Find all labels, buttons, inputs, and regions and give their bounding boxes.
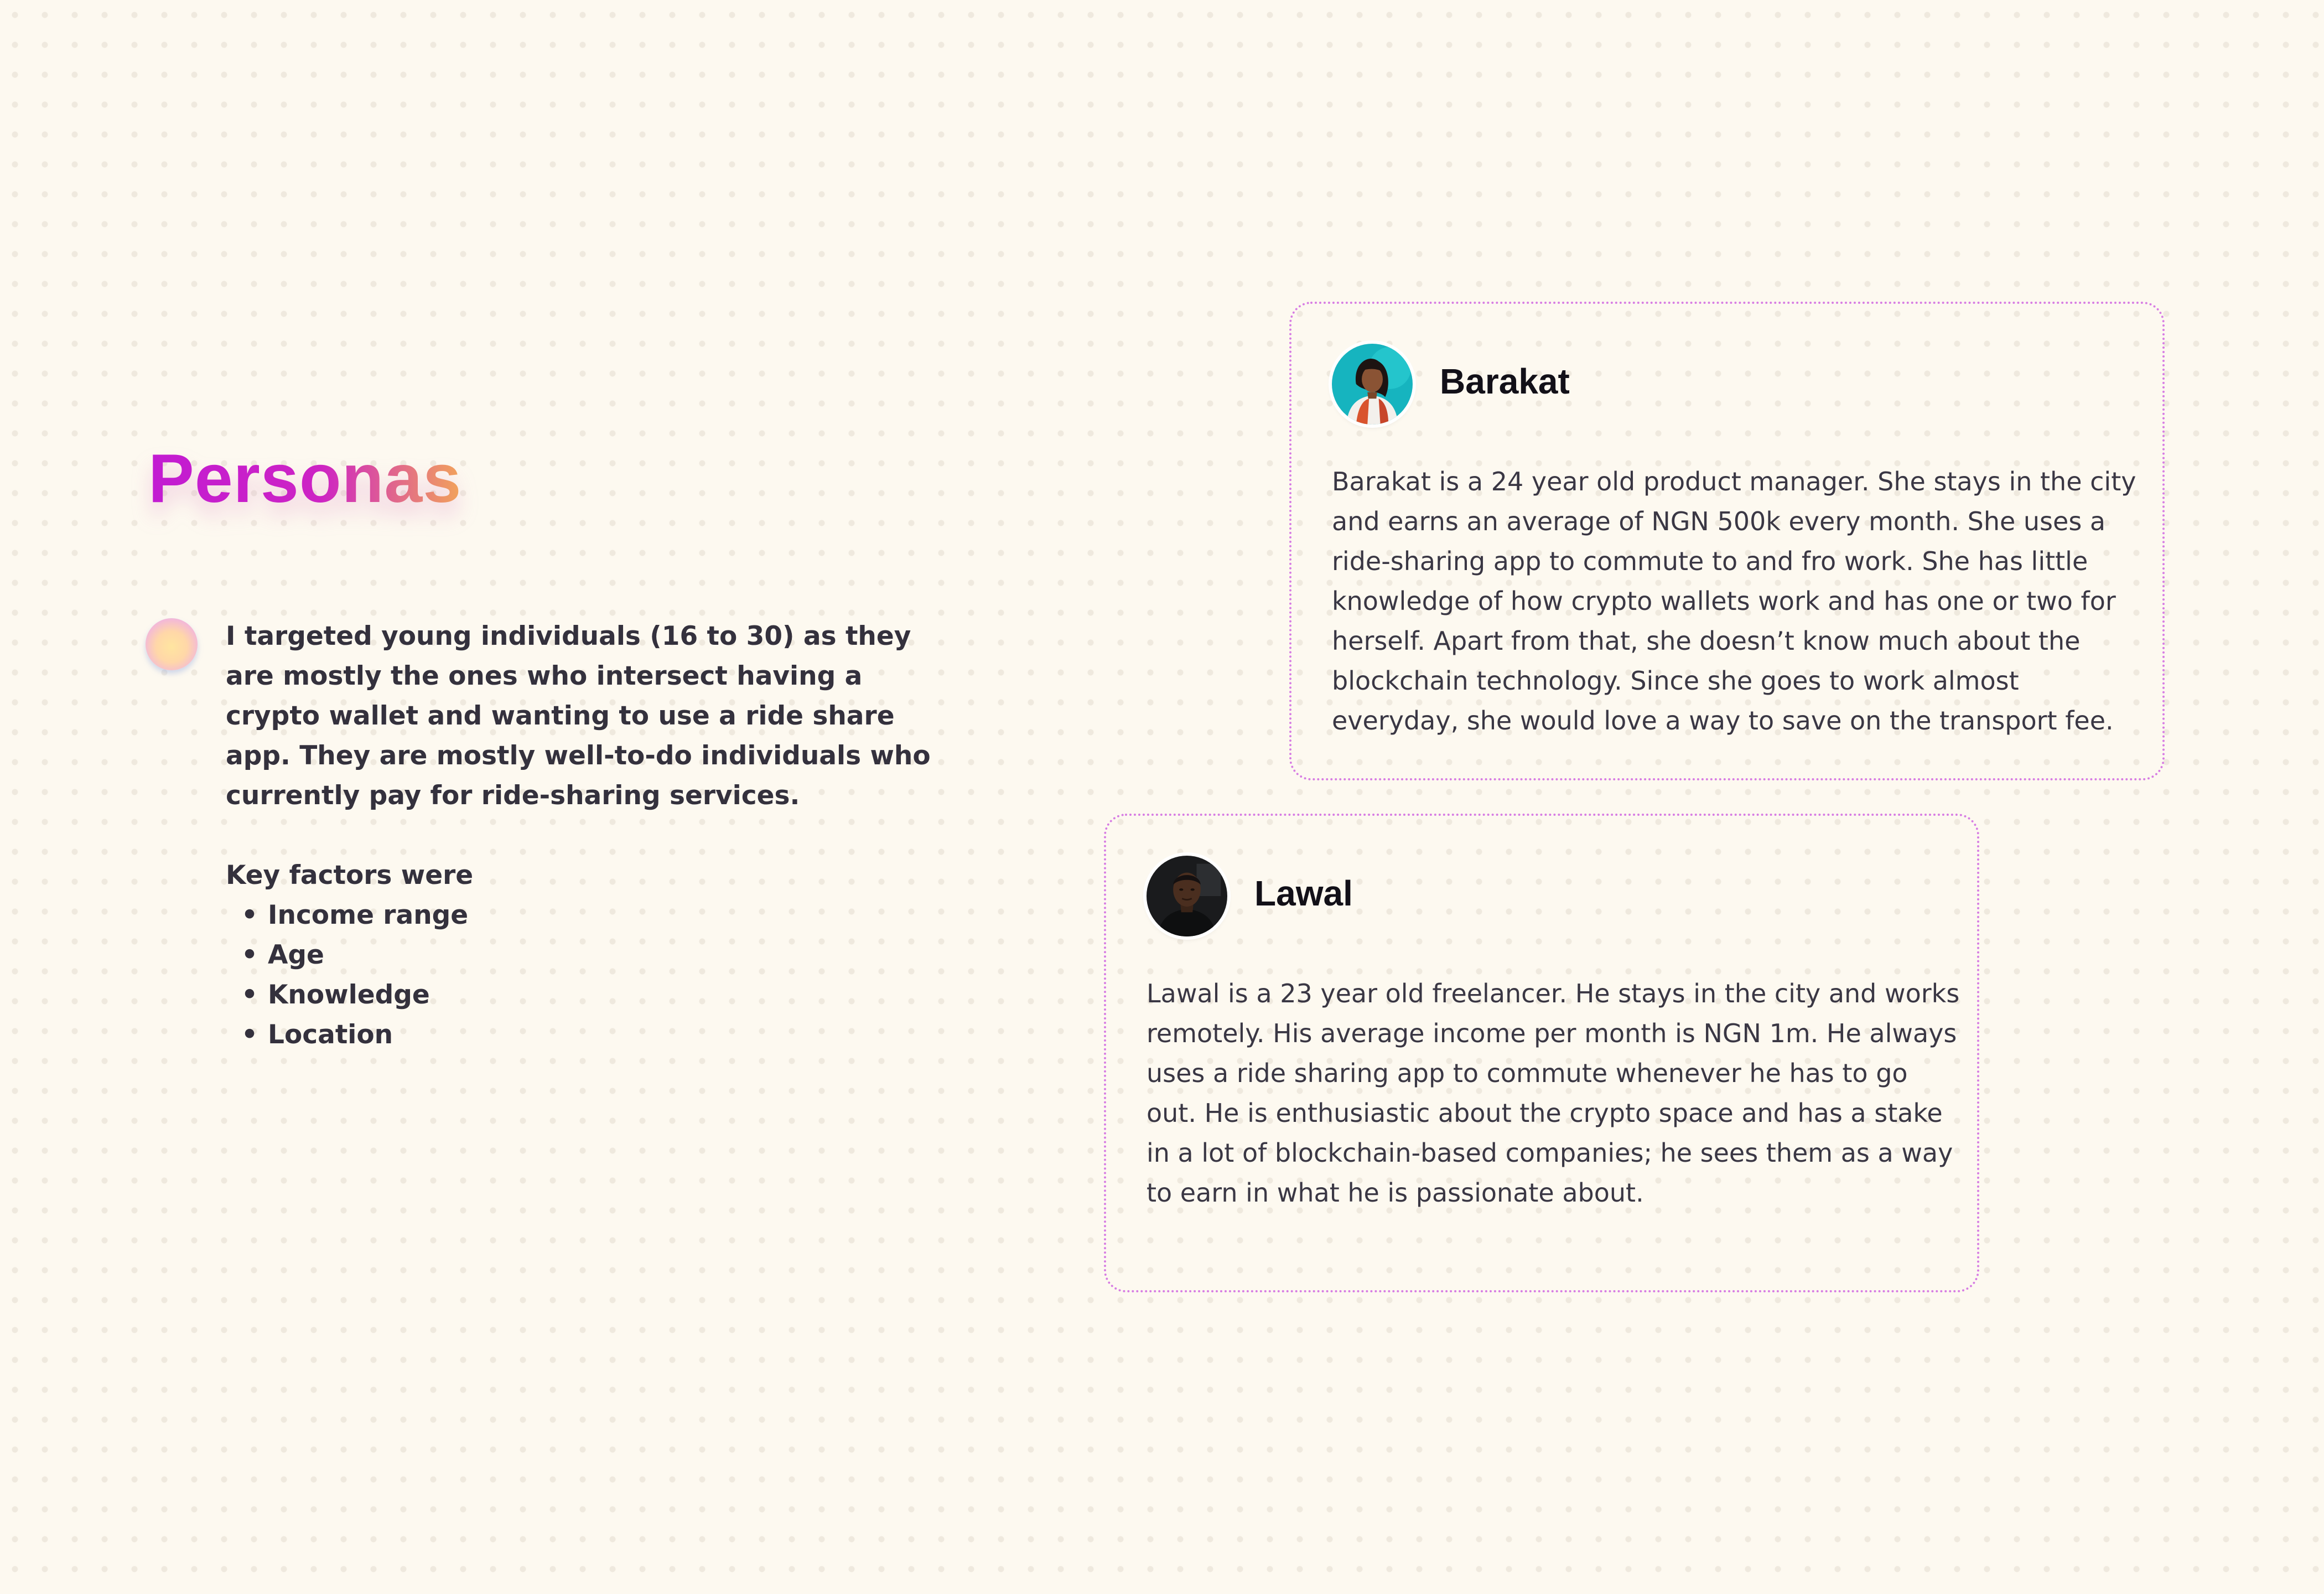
factors-list [226, 896, 945, 1055]
persona-name: Barakat [1440, 361, 1570, 401]
avatar [1332, 344, 1413, 425]
factors-title: Key factors were [226, 860, 474, 891]
factor-item-knowledge: • Knowledge [226, 975, 945, 1015]
persona-bio: Barakat is a 24 year old product manager. She stays in the city and earns an average of NGN 500k every month. She uses a ride-sharing app to commute to and fro work. She has little knowledge of how crypto wallets work and has one or two for herself. Apart from that, she doesn’t know much about the blockchain technology. Since she goes to work almost everyday, she would love a way to save on the transport fee. [1332, 467, 2136, 736]
factor-item-income-range: • Income range [226, 896, 945, 935]
persona-card-barakat [1289, 302, 2165, 780]
avatar [1147, 856, 1227, 936]
persona-bio: Lawal is a 23 year old freelancer. He stays in the city and works remotely. His average income per month is NGN 1m. He always uses a ride sharing app to commute whenever he has to go out. He is enthusiastic about the crypto space and has a stake in a lot of blockchain-based companies; he sees them as a way to earn in what he is passionate about. [1147, 979, 1960, 1208]
persona-name: Lawal [1254, 873, 1353, 913]
woman-avatar-icon [1332, 344, 1413, 425]
man-avatar-icon [1147, 856, 1227, 936]
gradient-orb-icon [146, 618, 198, 670]
page-title: Personas [148, 437, 461, 520]
factor-item-location: • Location [226, 1015, 945, 1055]
persona-card-lawal [1104, 814, 1979, 1292]
intro-section [226, 617, 945, 1055]
factor-item-age: • Age [226, 935, 945, 975]
intro-paragraph: I targeted young individuals (16 to 30) as they are mostly the ones who intersect having a crypto wallet and wanting to use a ride share app. They are mostly well-to-do individuals who currently pay for ride-sharing services. [226, 621, 931, 811]
